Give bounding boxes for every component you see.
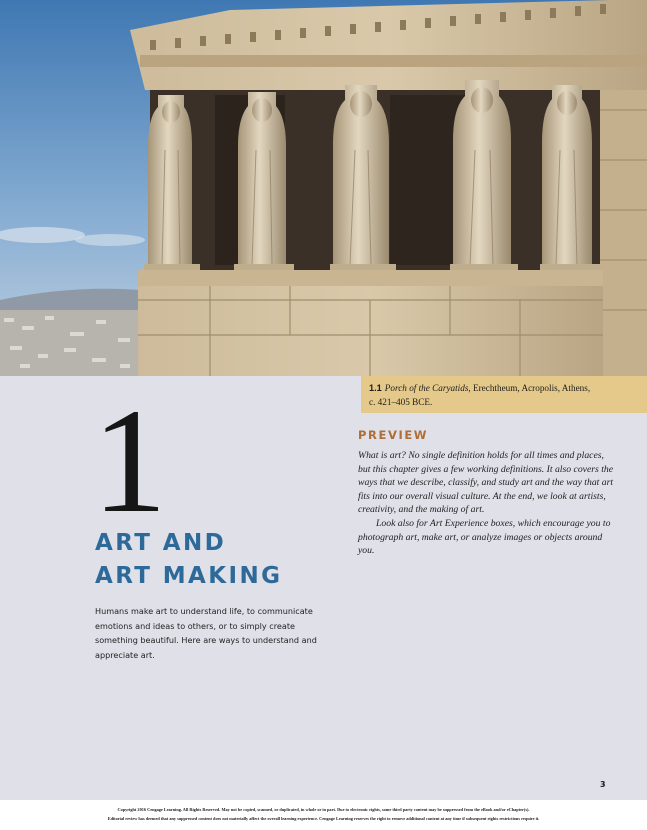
chapter-title-line-1: ART AND	[95, 530, 227, 556]
copyright-line-1: Copyright 2016 Cengage Learning. All Rights Reserved. May not be copied, scanned, or duplicated, in whole or in part. Due to electronic rights, some third party content may be suppressed from the eBook and/or eChapter(s).	[117, 807, 530, 812]
chapter-title-line-2: ART MAKING	[95, 563, 283, 589]
copyright-notice	[0, 806, 647, 823]
figure-date: c. 421–405 BCE.	[369, 397, 433, 407]
chapter-title	[95, 527, 335, 593]
figure-location: Erechtheum, Acropolis, Athens,	[470, 383, 591, 393]
chapter-intro: Humans make art to understand life, to communicate emotions and ideas to others, or to simply create something beautiful. Here are ways to understand and appreciate art.	[95, 606, 317, 660]
figure-caption	[369, 381, 639, 409]
preview-paragraph-1: What is art? No single definition holds for all times and places, but this chapter gives a few working definitions. It also covers the ways that we describe, classify, and study art and the way that art fits into our overall visual culture. At the end, we look at artists, creativity, and the making of art.	[358, 450, 614, 516]
chapter-number: 1	[92, 378, 163, 544]
copyright-line-2: Editorial review has deemed that any suppressed content does not materially affect the overall learning experience. Cengage Learning reserves the right to remove additional content at any time if subsequent rights restrictions require it.	[107, 815, 540, 821]
chapter-opener-photo	[0, 0, 647, 376]
page-number: 3	[600, 780, 606, 789]
figure-number: 1.1	[369, 383, 382, 393]
figure-title: Porch of the Caryatids,	[384, 383, 471, 393]
preview-text	[358, 449, 616, 558]
preview-paragraph-2: Look also for Art Experience boxes, which encourage you to photograph art, make art, or analyze images or objects around you.	[358, 517, 611, 557]
preview-heading: PREVIEW	[358, 428, 429, 442]
